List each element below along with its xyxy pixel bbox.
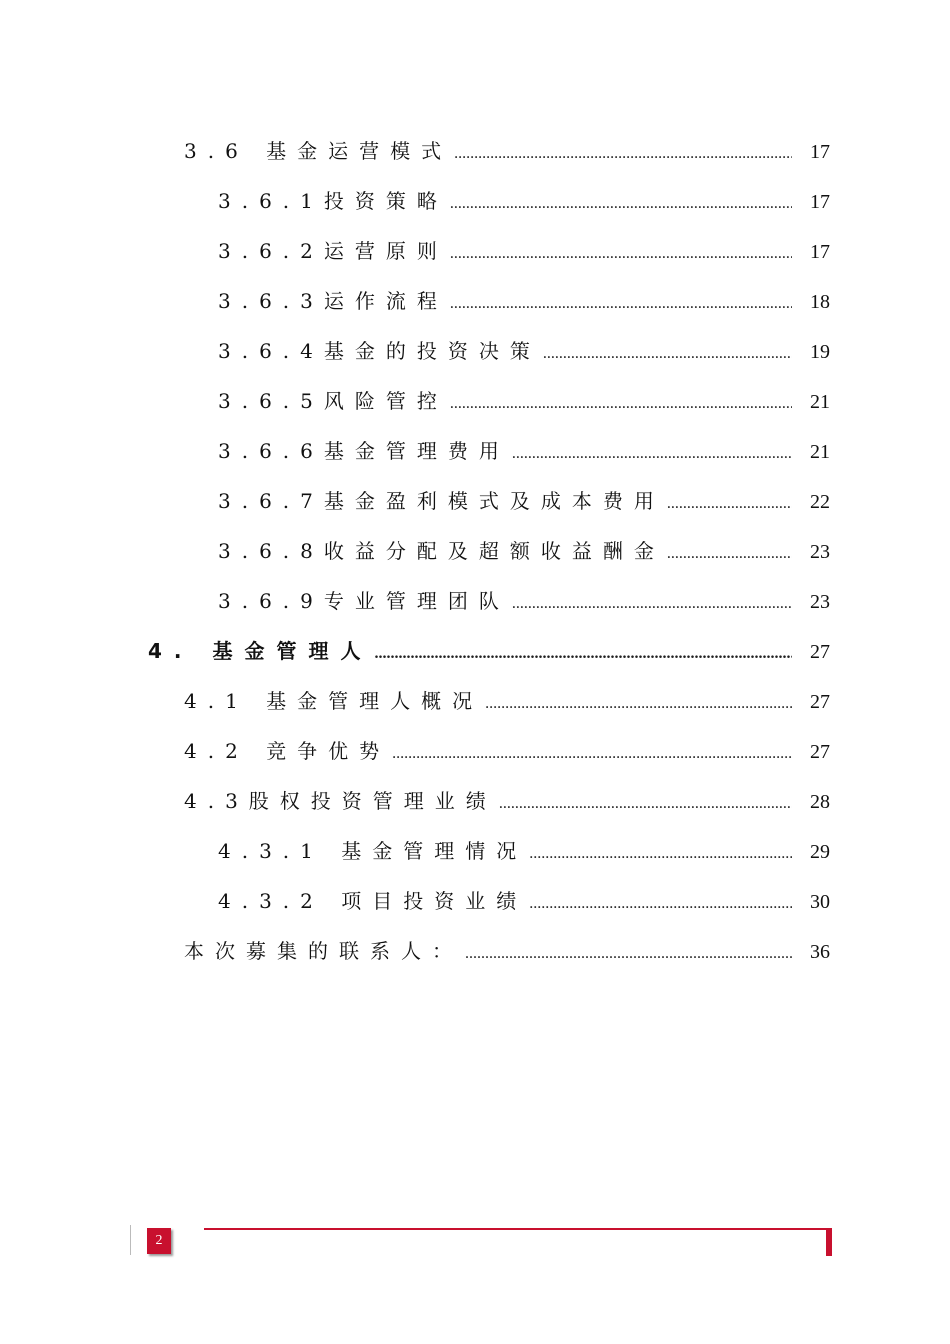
toc-leader-dots <box>392 744 792 764</box>
toc-leader-dots <box>450 394 792 414</box>
toc-leader-dots <box>512 594 792 614</box>
toc-entry[interactable] <box>148 634 792 664</box>
toc-entry-label: 3.6.9专业管理团队 <box>218 589 510 613</box>
toc-entry-label: 4.3.2 项目投资业绩 <box>218 889 528 913</box>
toc-entry[interactable] <box>218 284 792 314</box>
toc-entry[interactable] <box>218 434 792 464</box>
toc-entry-label: 4.3股权投资管理业绩 <box>184 789 497 813</box>
footer-rule-end <box>826 1228 832 1256</box>
toc-entry-label: 3.6 基金运营模式 <box>184 139 453 163</box>
toc-leader-dots <box>450 244 792 264</box>
toc-entry-label: 4.1 基金管理人概况 <box>184 689 484 713</box>
toc-entry-label: 3.6.8收益分配及超额收益酬金 <box>218 539 665 563</box>
toc-entry[interactable] <box>218 534 792 564</box>
toc-entry-label: 本次募集的联系人： <box>184 939 463 963</box>
toc-entry-label: 3.6.1投资策略 <box>218 189 448 213</box>
footer-left-divider <box>130 1225 131 1255</box>
footer-rule <box>204 1228 828 1230</box>
toc-entry-label: 3.6.4基金的投资决策 <box>218 339 541 363</box>
toc-entry-label: 4.3.1 基金管理情况 <box>218 839 528 863</box>
toc-leader-dots <box>454 144 792 164</box>
page-number-badge: 2 <box>147 1228 171 1254</box>
toc-leader-dots <box>450 194 792 214</box>
toc-leader-dots <box>465 944 792 964</box>
toc-leader-dots <box>543 344 792 364</box>
toc-leader-dots <box>374 644 792 664</box>
toc-entry[interactable] <box>218 184 792 214</box>
toc-entry-label: 4. 基金管理人 <box>148 639 373 663</box>
toc-leader-dots <box>529 844 792 864</box>
toc-entry[interactable] <box>218 334 792 364</box>
toc-entry-label: 4.2 竞争优势 <box>184 739 391 763</box>
toc-entry[interactable] <box>184 734 792 764</box>
toc-entry-label: 3.6.2运营原则 <box>218 239 448 263</box>
toc-entry[interactable] <box>218 884 792 914</box>
toc-entry-label: 3.6.5风险管控 <box>218 389 448 413</box>
toc-leader-dots <box>529 894 792 914</box>
toc-entry[interactable] <box>218 234 792 264</box>
toc-entry[interactable] <box>218 834 792 864</box>
toc-leader-dots <box>485 694 792 714</box>
toc-entry-label: 3.6.7基金盈利模式及成本费用 <box>218 489 665 513</box>
toc-entry-label: 3.6.6基金管理费用 <box>218 439 510 463</box>
toc-entry[interactable] <box>218 484 792 514</box>
toc-entry[interactable] <box>218 584 792 614</box>
toc-leader-dots <box>667 494 792 514</box>
toc-entry[interactable] <box>184 784 792 814</box>
toc-leader-dots <box>450 294 792 314</box>
toc-entry[interactable] <box>184 684 792 714</box>
toc-leader-dots <box>512 444 792 464</box>
toc-entry[interactable] <box>218 384 792 414</box>
toc-entry-label: 3.6.3运作流程 <box>218 289 448 313</box>
toc-leader-dots <box>499 794 792 814</box>
toc-entry[interactable] <box>184 934 792 964</box>
toc-entry[interactable] <box>184 134 792 164</box>
toc-leader-dots <box>667 544 792 564</box>
